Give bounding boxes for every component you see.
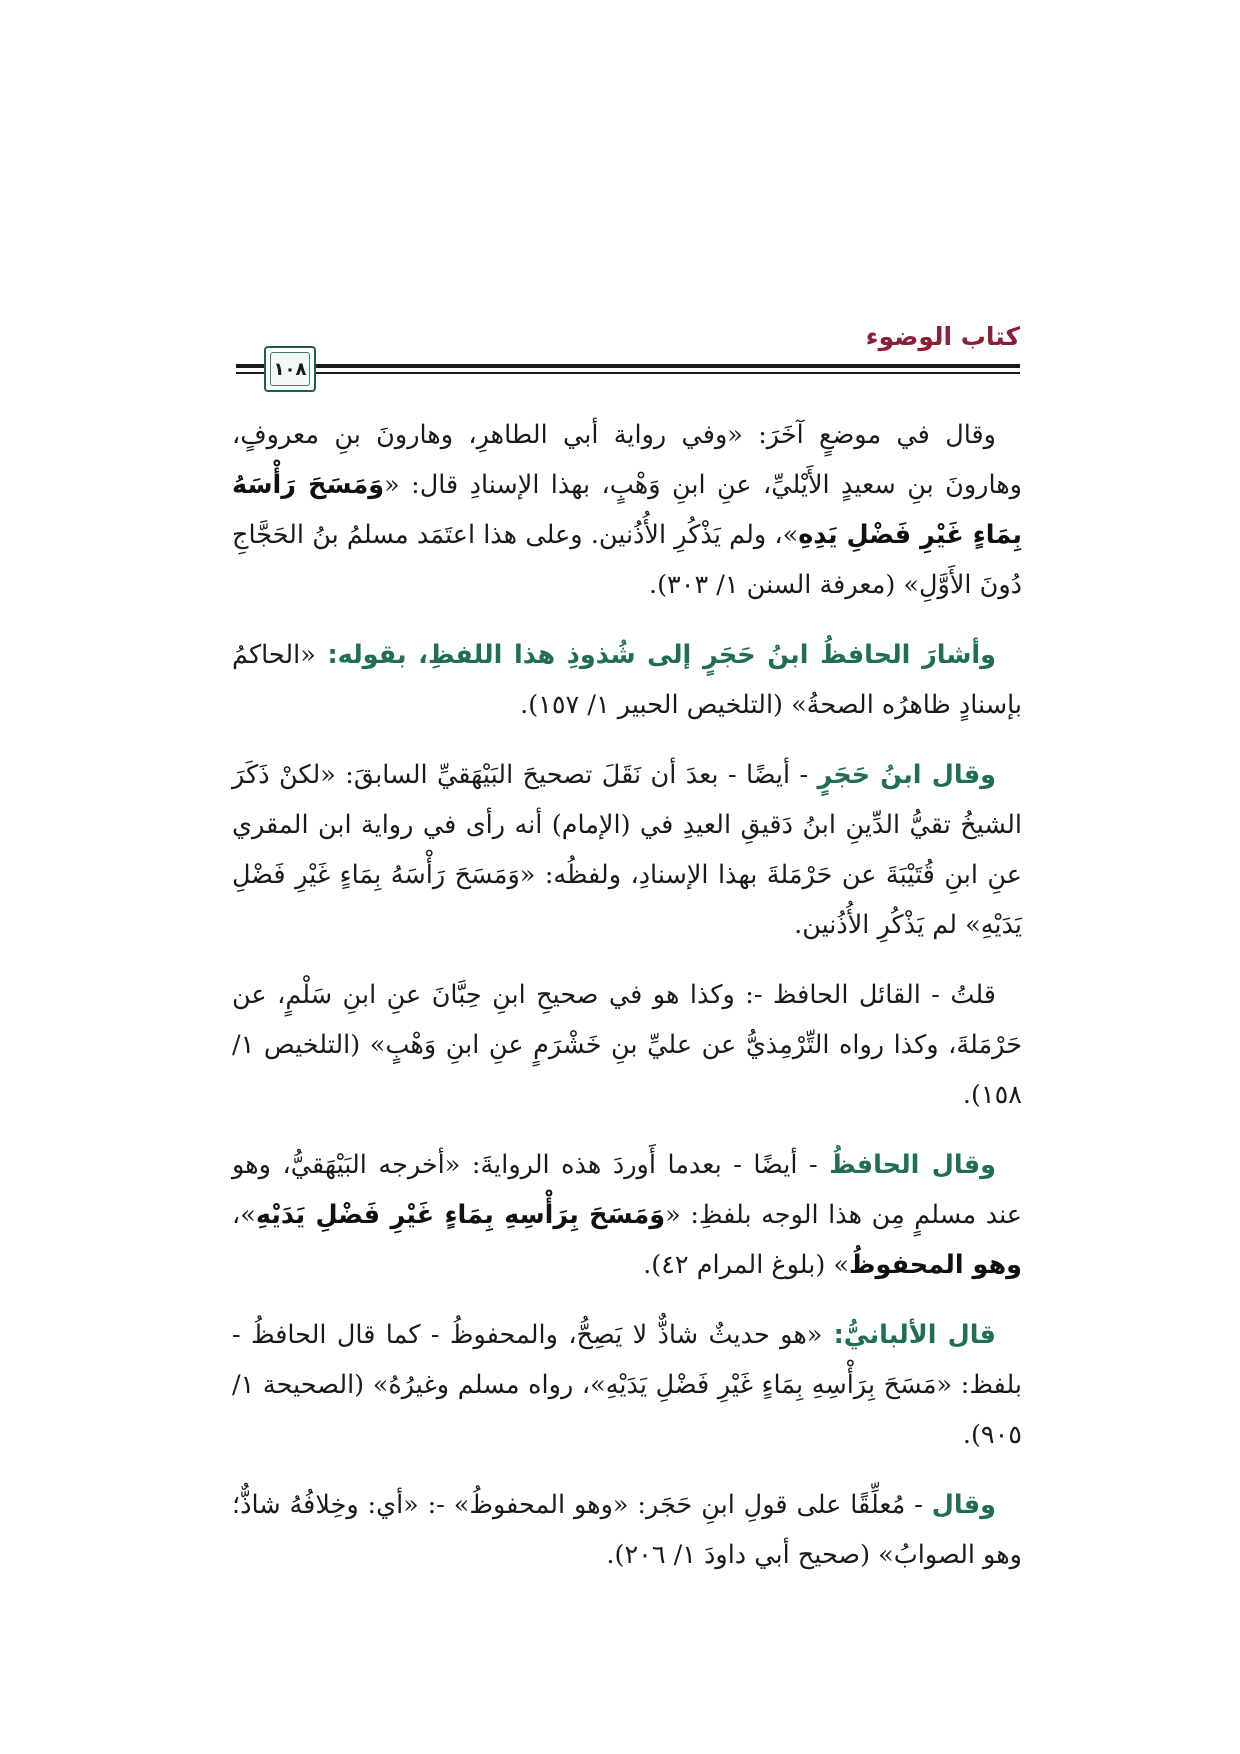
paragraph-lead: وأشارَ الحافظُ ابنُ حَجَرٍ إلى شُذوذِ هذا اللفظِ، بقوله: [315,640,996,670]
header-rule [236,364,1020,378]
paragraph-text: »، ولم يَذْكُرِ الأُذُنين. وعلى هذا اعتَمَد مسلمُ بنُ الحَجَّاجِ دُونَ الأَوَّلِ» (معرفة السنن ١/ ٣٠٣). [232,520,1022,600]
paragraph-text: - أيضًا - بعدَ أن نَقَلَ تصحيحَ البَيْهَقيِّ السابقَ: «لكنْ ذَكَرَ الشيخُ تقيُّ الدِّينِ ابنُ دَقيقِ العيدِ في (الإمام) أنه رأى في رواية ابن المقري عنِ ابنِ قُتَيْبَةَ عن حَرْمَلةَ بهذا الإسنادِ، ولفظُه: «وَمَسَحَ رَأْسَهُ بِمَاءٍ غَيْرِ فَضْلِ يَدَيْهِ» لم يَذْكُرِ الأُذُنين. [232,760,1022,940]
page-number: ١٠٨ [273,358,307,380]
paragraph-text: »، [232,1200,256,1230]
paragraph-lead: قال الألبانيُّ: [822,1320,997,1350]
header-rule-thin [236,372,1020,374]
page-body [232,410,1022,1600]
paragraph-text: - أيضًا - بعدما أَوردَ هذه الروايةَ: «أخرجه البَيْهَقيُّ، وهو عند مسلمٍ مِن هذا الوجه بلفظِ: « [232,1150,1022,1230]
emphasis-text: وهو المحفوظُ [848,1250,1022,1280]
paragraph [232,1310,1022,1460]
paragraph [232,750,1022,950]
paragraph [232,1140,1022,1290]
paragraph-text: - مُعلِّقًا على قولِ ابنِ حَجَر: «وهو المحفوظُ» -: «أي: وخِلافُهُ شاذٌّ؛ وهو الصوابُ» (صحيح أبي داودَ ١/ ٢٠٦). [232,1490,1022,1570]
book-title: كتاب الوضوء [865,322,1020,351]
paragraph-text: وقال في موضعٍ آخَرَ: «وفي رواية أبي الطاهرِ، وهارونَ بنِ معروفٍ، وهارونَ بنِ سعيدٍ الأَيْليِّ، عنِ ابنِ وَهْبٍ، بهذا الإسنادِ قال: « [232,420,1022,500]
hadith-quote: وَمَسَحَ رَأْسَهُ بِمَاءٍ غَيْرِ فَضْلِ يَدِهِ [232,470,1022,550]
paragraph [232,630,1022,730]
paragraph [232,410,1022,610]
hadith-quote: وَمَسَحَ بِرَأْسِهِ بِمَاءٍ غَيْرِ فَضْلِ يَدَيْهِ [255,1200,666,1230]
paragraph [232,970,1022,1120]
paragraph-text: قلتُ - القائل الحافظ -: وكذا هو في صحيحِ ابنِ حِبَّانَ عنِ ابنِ سَلْمٍ، عن حَرْمَلةَ، وكذا رواه التِّرْمِذيُّ عن عليِّ بنِ خَشْرَمٍ عنِ ابنِ وَهْبٍ» (التلخيص ١/ ١٥٨). [232,980,1022,1110]
page-number-frame [270,352,310,386]
paragraph-text: «الحاكمُ بإسنادٍ ظاهرُه الصحةُ» (التلخيص الحبير ١/ ١٥٧). [232,640,1022,720]
page-number-badge [264,346,316,392]
paragraph-lead: وقال الحافظُ [829,1150,996,1180]
header-rule-thick [236,364,1020,368]
paragraph-text: «هو حديثٌ شاذٌّ لا يَصِحُّ، والمحفوظُ - كما قال الحافظُ - بلفظ: «مَسَحَ بِرَأْسِهِ بِمَاءٍ غَيْرِ فَضْلِ يَدَيْهِ»، رواه مسلم وغيرُهُ» (الصحيحة ١/ ٩٠٥). [232,1320,1022,1450]
paragraph-lead: وقال ابنُ حَجَرٍ [817,760,996,790]
page-header [236,318,1020,396]
paragraph-text: » (بلوغ المرام ٤٢). [643,1250,849,1280]
paragraph [232,1480,1022,1580]
paragraph-lead: وقال [931,1490,996,1520]
